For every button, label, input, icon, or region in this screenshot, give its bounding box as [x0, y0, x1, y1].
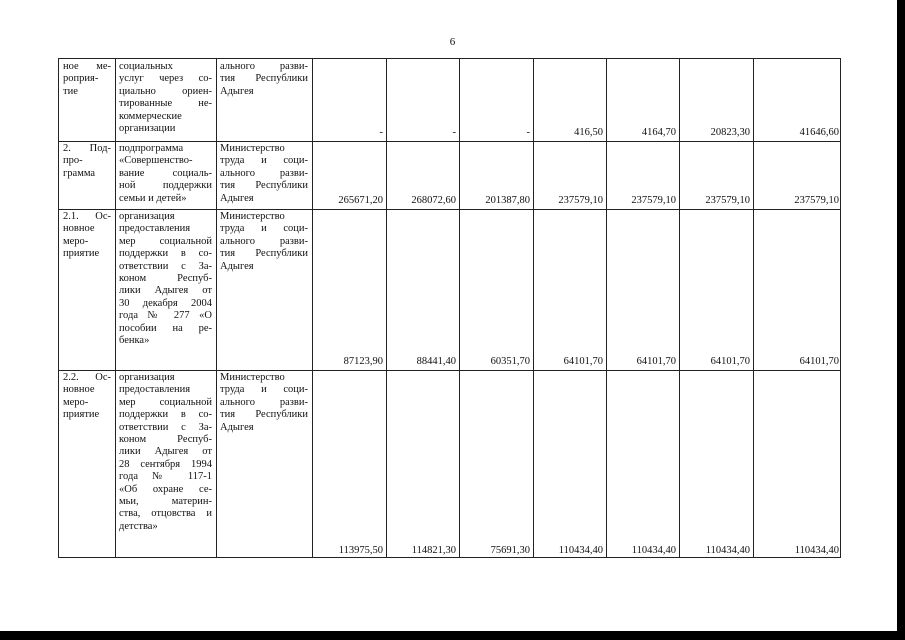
text-line: организация — [119, 372, 175, 383]
text-line: бенка» — [119, 335, 150, 347]
text-line: поддержки в со- — [119, 409, 212, 421]
text-line: ства, отцовства и — [119, 508, 212, 520]
document-table — [58, 58, 841, 558]
text-line: труда и соци- — [220, 384, 308, 396]
row-subprogram-2-value-1: 265671,20 — [338, 195, 383, 206]
text-line: грамма — [63, 167, 96, 179]
text-line: подпрограмма — [119, 143, 184, 154]
row-subprogram-2-executor-cell — [220, 143, 308, 205]
row-measure-2-1-item-cell — [63, 211, 111, 261]
row-continuation-description-cell — [119, 61, 212, 135]
row-measure-2-2-value-4: 110434,40 — [558, 545, 603, 556]
scan-edge-bottom — [0, 631, 905, 640]
text-line: тия Республики — [220, 73, 308, 85]
text-line: ального разви- — [220, 167, 308, 179]
row-subprogram-2-value-7: 237579,10 — [794, 195, 839, 206]
text-line: ответствии с За- — [119, 421, 212, 433]
row-measure-2-1-value-1: 87123,90 — [343, 356, 383, 367]
row-measure-2-2-value-2: 114821,30 — [411, 545, 456, 556]
text-line: 28 сентября 1994 — [119, 458, 212, 470]
text-line: года № 277 «О — [119, 310, 212, 322]
text-line: Адыгея — [220, 260, 254, 272]
row-measure-2-2-executor-cell — [220, 372, 308, 434]
text-line: 2.1. Ос- — [63, 211, 111, 222]
text-line: приятие — [63, 409, 100, 421]
text-line: пособии на ре- — [119, 322, 212, 334]
text-line: новное — [63, 223, 95, 235]
text-line: тированные не- — [119, 98, 212, 110]
text-line: организации — [119, 123, 176, 135]
text-line: ального разви- — [220, 61, 308, 72]
text-line: социальных — [119, 61, 173, 72]
text-line: труда и соци- — [220, 223, 308, 235]
text-line: ной поддержки — [119, 180, 212, 192]
scan-edge-right — [897, 0, 905, 640]
text-line: Адыгея — [220, 421, 254, 433]
row-subprogram-2-item-cell — [63, 143, 111, 180]
text-line: предоставления — [119, 223, 191, 235]
text-line: коном Респуб- — [119, 273, 212, 285]
row-measure-2-1-executor-cell — [220, 211, 308, 273]
text-line: тия Республики — [220, 248, 308, 260]
row-measure-2-2-description-cell — [119, 372, 212, 533]
text-line: мер социальной — [119, 235, 212, 247]
row-divider — [59, 141, 840, 142]
text-line: Адыгея — [220, 85, 254, 97]
column-divider — [216, 59, 217, 557]
text-line: мьи, материн- — [119, 496, 212, 508]
row-measure-2-2-item-cell — [63, 372, 111, 422]
text-line: года № 117-1 — [119, 471, 212, 483]
row-subprogram-2-value-4: 237579,10 — [558, 195, 603, 206]
row-measure-2-2-value-3: 75691,30 — [490, 545, 530, 556]
text-line: поддержки в со- — [119, 248, 212, 260]
row-measure-2-2-value-1: 113975,50 — [338, 545, 383, 556]
text-line: услуг через со- — [119, 73, 212, 85]
row-measure-2-1-value-2: 88441,40 — [416, 356, 456, 367]
text-line: 2.2. Ос- — [63, 372, 111, 383]
row-continuation-value-5: 4164,70 — [641, 127, 676, 138]
text-line: тия Республики — [220, 180, 308, 192]
row-continuation-value-7: 41646,60 — [799, 127, 839, 138]
text-line: роприя- — [63, 73, 99, 85]
row-measure-2-1-value-4: 64101,70 — [563, 356, 603, 367]
text-line: ответствии с За- — [119, 260, 212, 272]
row-subprogram-2-value-3: 201387,80 — [485, 195, 530, 206]
text-line: Министерство — [220, 372, 285, 383]
text-line: приятие — [63, 248, 100, 260]
text-line: тия Республики — [220, 409, 308, 421]
row-continuation-value-4: 416,50 — [574, 127, 603, 138]
row-measure-2-1-value-6: 64101,70 — [710, 356, 750, 367]
row-measure-2-2-value-5: 110434,40 — [631, 545, 676, 556]
text-line: детства» — [119, 520, 158, 532]
row-continuation-value-1: - — [379, 127, 383, 138]
row-continuation-item-cell — [63, 61, 111, 98]
text-line: Министерство — [220, 211, 285, 222]
row-subprogram-2-value-6: 237579,10 — [705, 195, 750, 206]
text-line: тие — [63, 85, 78, 97]
row-continuation-value-3: - — [526, 127, 530, 138]
text-line: лики Адыгея от — [119, 446, 212, 458]
row-continuation-executor-cell — [220, 61, 308, 98]
text-line: коном Респуб- — [119, 434, 212, 446]
text-line: новное — [63, 384, 95, 396]
row-measure-2-1-description-cell — [119, 211, 212, 347]
row-measure-2-1-value-7: 64101,70 — [799, 356, 839, 367]
text-line: меро- — [63, 235, 89, 247]
text-line: ное ме- — [63, 61, 111, 72]
row-subprogram-2-value-5: 237579,10 — [631, 195, 676, 206]
text-line: организация — [119, 211, 175, 222]
text-line: труда и соци- — [220, 155, 308, 167]
text-line: Министерство — [220, 143, 285, 154]
text-line: меро- — [63, 396, 89, 408]
row-divider — [59, 209, 840, 210]
row-continuation-value-6: 20823,30 — [710, 127, 750, 138]
page-number: 6 — [449, 36, 456, 48]
text-line: «Об охране се- — [119, 483, 212, 495]
text-line: 30 декабря 2004 — [119, 297, 212, 309]
row-subprogram-2-description-cell — [119, 143, 212, 205]
row-divider — [59, 370, 840, 371]
text-line: Адыгея — [220, 192, 254, 204]
text-line: мер социальной — [119, 396, 212, 408]
text-line: ального разви- — [220, 396, 308, 408]
row-continuation-value-2: - — [452, 127, 456, 138]
row-measure-2-1-value-3: 60351,70 — [490, 356, 530, 367]
text-line: «Совершенство- — [119, 155, 193, 167]
text-line: коммерческие — [119, 110, 182, 122]
text-line: вание социаль- — [119, 167, 212, 179]
text-line: циально ориен- — [119, 85, 212, 97]
row-measure-2-2-value-6: 110434,40 — [705, 545, 750, 556]
row-measure-2-2-value-7: 110434,40 — [794, 545, 839, 556]
text-line: семьи и детей» — [119, 192, 187, 204]
row-subprogram-2-value-2: 268072,60 — [411, 195, 456, 206]
text-line: лики Адыгея от — [119, 285, 212, 297]
text-line: 2. Под- — [63, 143, 111, 154]
text-line: ального разви- — [220, 235, 308, 247]
column-divider — [115, 59, 116, 557]
text-line: предоставления — [119, 384, 191, 396]
row-measure-2-1-value-5: 64101,70 — [636, 356, 676, 367]
text-line: про- — [63, 155, 83, 167]
